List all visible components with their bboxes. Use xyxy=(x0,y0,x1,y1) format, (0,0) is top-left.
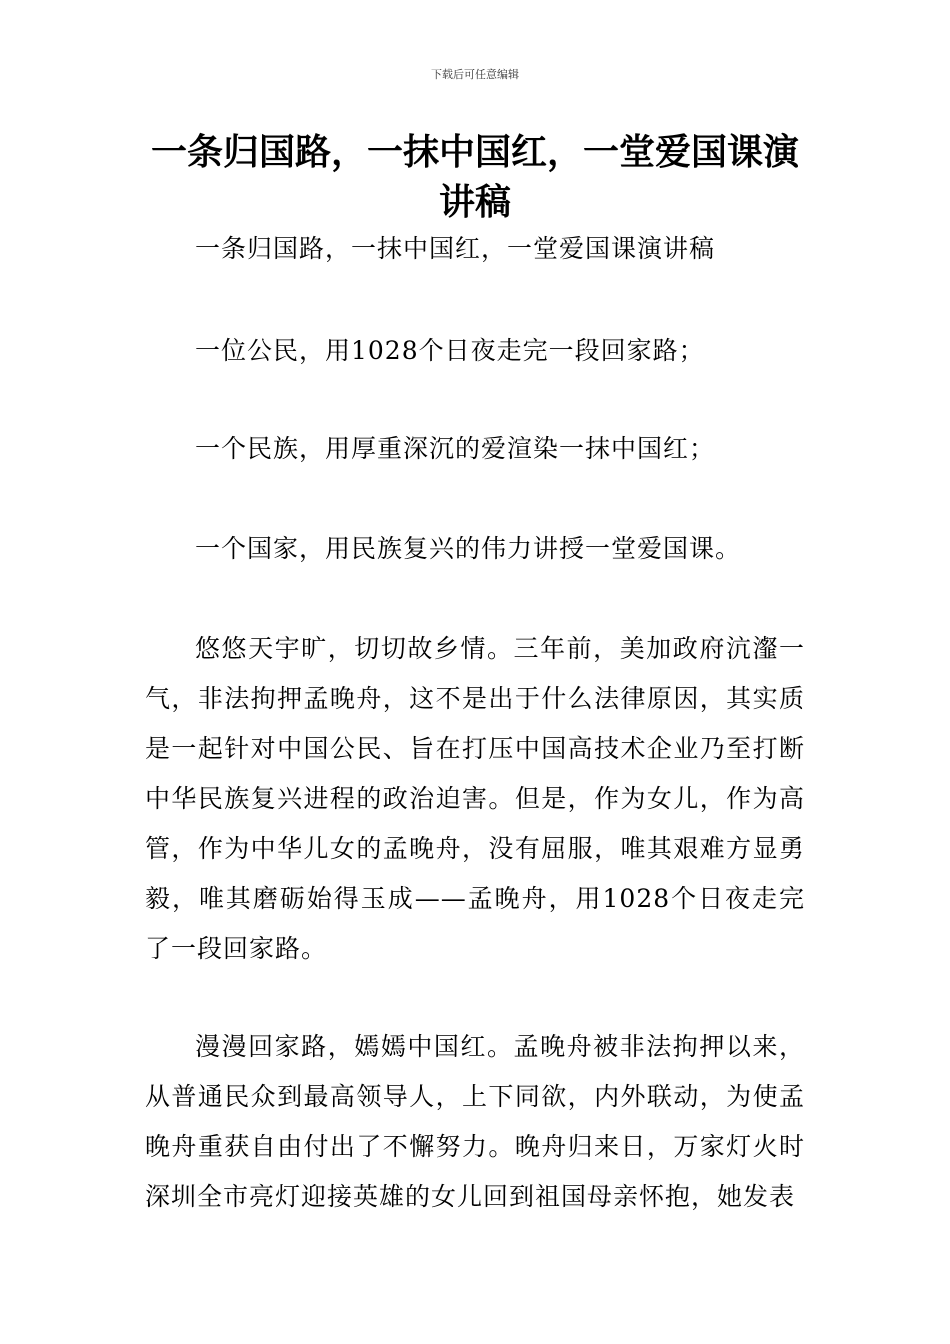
paragraph-1: 一位公民，用1028个日夜走完一段回家路； xyxy=(195,336,705,365)
paragraph-5: 漫漫回家路，嫣嫣中国红。孟晚舟被非法拘押以来，从普通民众到最高领导人，上下同欲，内外联动，为使孟晚舟重获自由付出了不懈努力。晚舟归来日，万家灯火时深圳全市亮灯迎接英雄的女儿回到祖国母亲怀抱，她发表 xyxy=(145,1032,805,1211)
paragraph-subtitle: 一条归国路，一抹中国红，一堂爱国课演讲稿 xyxy=(195,234,716,263)
paragraph-2: 一个民族，用厚重深沉的爱渲染一抹中国红； xyxy=(195,434,716,463)
document-title: 一条归国路，一抹中国红，一堂爱国课演讲稿 xyxy=(150,132,799,223)
header-note: 下载后可任意编辑 xyxy=(431,68,519,81)
paragraph-4: 悠悠天宇旷，切切故乡情。三年前，美加政府沆瀣一气，非法拘押孟晚舟，这不是出于什么法律原因，其实质是一起针对中国公民、旨在打压中国高技术企业乃至打断中华民族复兴进程的政治迫害。但是，作为女儿，作为高管，作为中华儿女的孟晚舟，没有屈服，唯其艰难方显勇毅，唯其磨砺始得玉成——孟晚舟，用1028个日夜走完了一段回家路。 xyxy=(145,634,805,963)
paragraph-3: 一个国家，用民族复兴的伟力讲授一堂爱国课。 xyxy=(195,534,742,563)
